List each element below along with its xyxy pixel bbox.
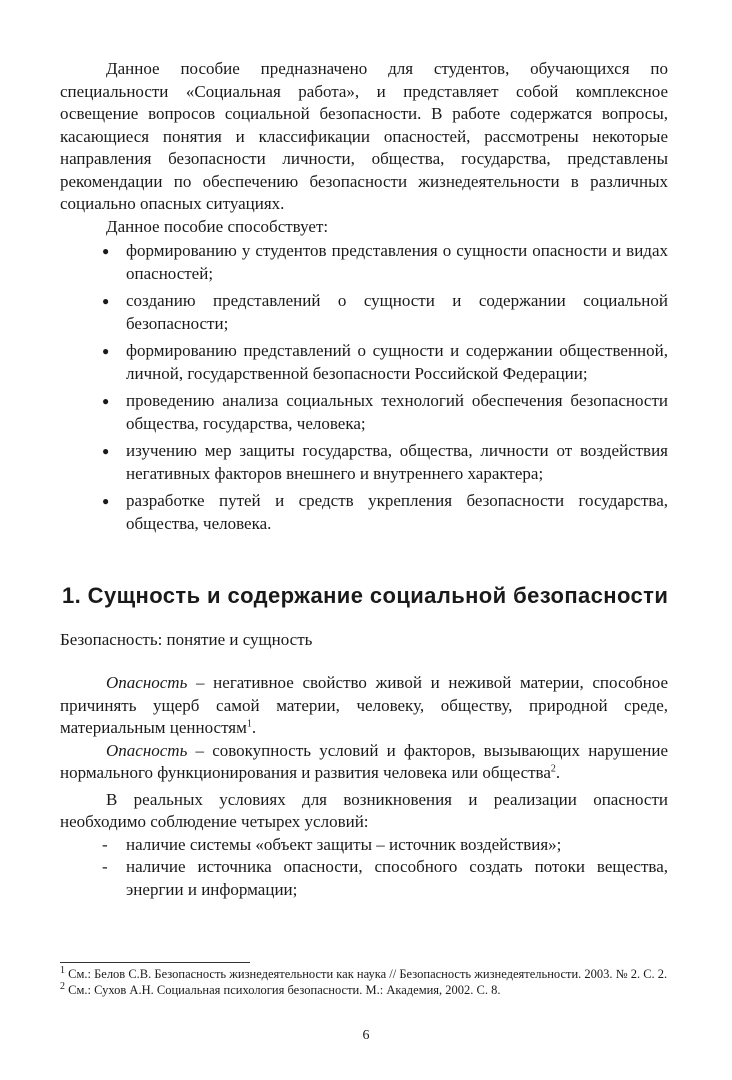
list-item: ● формированию у студентов представления о сущности опасности и видах опасностей; xyxy=(102,241,668,283)
intro-paragraph: Данное пособие предназначено для студентов, обучающихся по специальности «Социальная работа», и представляет собой комплексное освещение вопросов социальной безопасности. В работе содержатся вопросы, касающиеся понятия и классификации опасностей, рассмотрены некоторые направления безопасности личности, общества, государства, представлены рекомендации по обеспечению безопасности жизнедеятельности в различных социально опасных ситуациях. xyxy=(60,59,668,213)
bullet-icon: ● xyxy=(102,294,110,308)
list-item: - наличие источника опасности, способного создать потоки вещества, энергии и информации; xyxy=(102,857,668,899)
definitions-block xyxy=(60,672,668,901)
bullet-icon: ● xyxy=(102,244,110,258)
definition-paragraph: Опасность – негативное свойство живой и неживой материи, способное причинять ущерб самой материи, человеку, обществу, природной среде, материальным ценностям$^1$. xyxy=(60,673,668,737)
definition-term: Опасность xyxy=(106,673,188,692)
bullet-icon: ● xyxy=(102,344,110,358)
section-heading: 1. Сущность и содержание социальной безопасности xyxy=(62,583,669,608)
list-item: ● изучению мер защиты государства, общества, личности от воздействия негативных факторов внешнего и внутреннего характера; xyxy=(102,441,668,483)
conditions-paragraph: В реальных условиях для возникновения и реализации опасности необходимо соблюдение четырех условий: xyxy=(60,789,668,831)
footnote-ref[interactable]: 1 xyxy=(246,718,252,730)
bullet-icon: ● xyxy=(102,394,110,408)
footnote-ref[interactable]: 2 xyxy=(550,763,556,775)
bullet-icon: ● xyxy=(102,494,110,508)
definition-paragraph: Опасность – совокупность условий и факторов, вызывающих нарушение нормального функционирования и развития человека или общества$^2$. xyxy=(60,740,668,782)
footnote: $^2$ См.: Сухов А.Н. Социальная психология безопасности. М.: Академия, 2002. С. 8. xyxy=(60,980,501,997)
subsection-heading: Безопасность: понятие и сущность xyxy=(60,630,313,649)
definition-term: Опасность xyxy=(106,740,188,760)
list-item: ● созданию представлений о сущности и содержании социальной безопасности; xyxy=(102,291,668,333)
dash-icon: - xyxy=(102,834,108,854)
intro-block xyxy=(60,58,668,540)
footnote-divider xyxy=(60,962,250,963)
list-item: ● проведению анализа социальных технологий обеспечения безопасности общества, государства, человека; xyxy=(102,391,668,433)
bullet-icon: ● xyxy=(102,444,110,458)
footnote: $^1$ См.: Белов С.В. Безопасность жизнедеятельности как наука // Безопасность жизнедеятельности. 2003. № 2. С. 2. xyxy=(60,964,668,981)
list-item: - наличие системы «объект защиты – источник воздействия»; xyxy=(60,834,668,857)
goals-list xyxy=(60,240,668,535)
page-number: 6 xyxy=(362,1028,370,1043)
list-item: ● разработке путей и средств укрепления безопасности государства, общества, человека. xyxy=(102,491,668,533)
footnotes xyxy=(60,966,672,998)
intro-lead-in: Данное пособие способствует: xyxy=(106,216,329,236)
conditions-list xyxy=(60,834,668,902)
dash-icon: - xyxy=(102,857,108,876)
list-item: ● формированию представлений о сущности и содержании общественной, личной, государственной безопасности Российской Федерации; xyxy=(102,341,668,383)
